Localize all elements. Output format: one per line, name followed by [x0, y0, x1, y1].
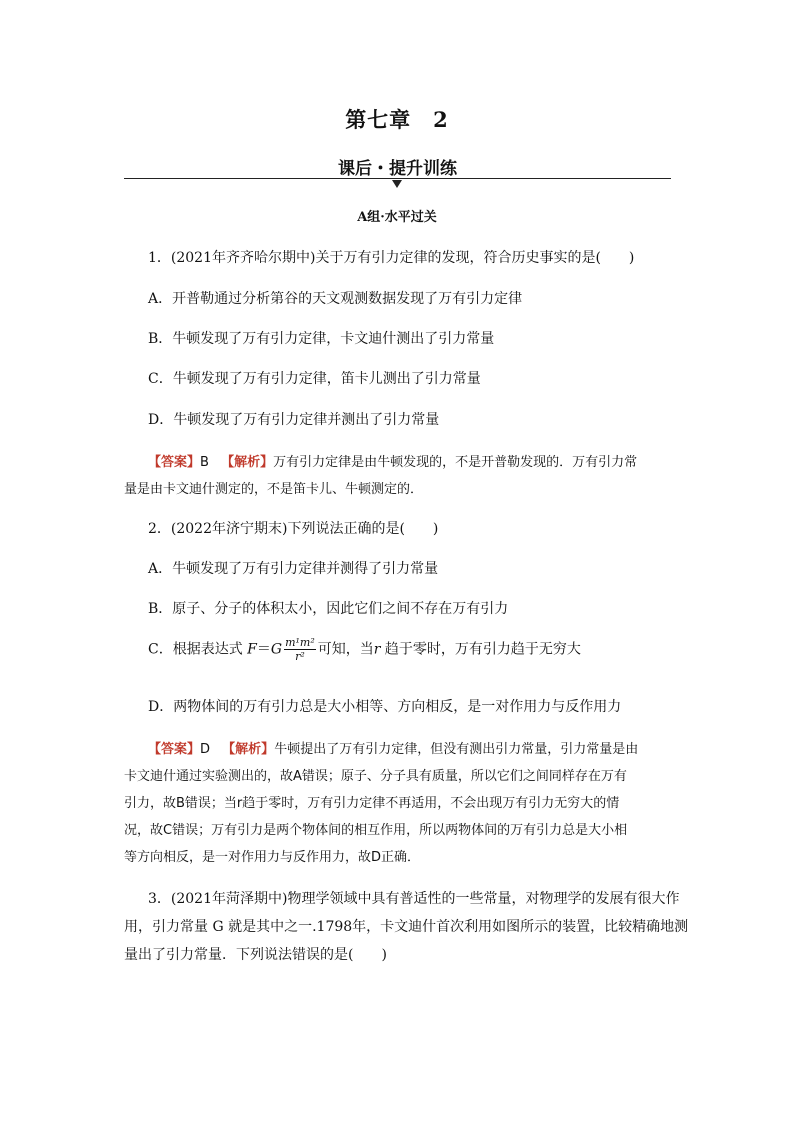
q2-analysis-l5: 等方向相反，是一对作用力与反作用力，故D正确．: [124, 850, 421, 865]
q2-analysis-l1: 牛顿提出了万有引力定律，但没有测出引力常量，引力常量是由: [274, 742, 639, 757]
q1-answer-line: [148, 451, 637, 470]
q1-option-c: C．牛顿发现了万有引力定律，笛卡儿测出了引力常量: [148, 371, 481, 387]
q1-answer: B: [200, 455, 209, 470]
answer-tag: 【答案】: [148, 455, 201, 470]
q2-analysis-l4: 况，故C错误；万有引力是两个物体间的相互作用，所以两物体间的万有引力总是大小相: [124, 823, 628, 838]
q2-analysis-l3: 引力，故B错误；当r趋于零时，万有引力定律不再适用，不会出现万有引力无穷大的情: [124, 796, 620, 811]
section-title: 课后・提升训练: [338, 159, 457, 179]
q2-analysis-l2: 卡文迪什通过实验测出的，故A错误；原子、分子具有质量，所以它们之间同样存在万有: [124, 769, 627, 784]
group-title: A组·水平过关: [357, 210, 437, 225]
chapter-title: 第七章 2: [345, 107, 449, 132]
q2-option-d: D．两物体间的万有引力总是大小相等、方向相反，是一对作用力与反作用力: [148, 699, 622, 715]
gravitation-fraction: $\frac{\text{m¹m²}}{\text{r²}}$: [285, 636, 315, 663]
analysis-tag: 【解析】: [222, 742, 275, 757]
q1-analysis-l2: 量是由卡文迪什测定的，不是笛卡儿、牛顿测定的．: [124, 482, 424, 497]
q2-answer-line: [148, 738, 638, 757]
q3-stem-l3: 量出了引力常量．下列说法错误的是( ): [124, 947, 387, 963]
q3-stem-l1: 3．(2021年菏泽期中)物理学领域中具有普适性的一些常量，对物理学的发展有很大作: [148, 891, 680, 907]
q1-stem: 1．(2021年齐齐哈尔期中)关于万有引力定律的发现，符合历史事实的是( ): [148, 250, 635, 266]
q1-option-d: D．牛顿发现了万有引力定律并测出了引力常量: [148, 412, 440, 428]
q1-option-a: A．开普勒通过分析第谷的天文观测数据发现了万有引力定律: [148, 291, 523, 307]
q1-analysis-l1: 万有引力定律是由牛顿发现的，不是开普勒发现的．万有引力常: [273, 455, 638, 470]
section-header: [124, 152, 671, 180]
q1-option-b: B．牛顿发现了万有引力定律，卡文迪什测出了引力常量: [148, 331, 495, 347]
q2-option-b: B．原子、分子的体积太小，因此它们之间不存在万有引力: [148, 601, 509, 617]
analysis-tag: 【解析】: [221, 455, 274, 470]
q3-stem-l2: 用，引力常量 G 就是其中之一.1798年，卡文迪什首次利用如图所示的装置，比较精确地测: [124, 919, 689, 935]
triangle-down-icon: [392, 180, 402, 188]
q2-stem: 2．(2022年济宁期末)下列说法正确的是( ): [148, 521, 439, 537]
q2-option-a: A．牛顿发现了万有引力定律并测得了引力常量: [148, 561, 439, 577]
section-divider: [124, 178, 671, 179]
q2-answer: D: [200, 742, 211, 757]
q2-option-c: C．根据表达式 F＝G $\frac{\text{m¹m²}}{\text{r²}}$ 可知，当r 趋于零时，万有引力趋于无穷大: [148, 636, 581, 663]
answer-tag: 【答案】: [148, 742, 201, 757]
